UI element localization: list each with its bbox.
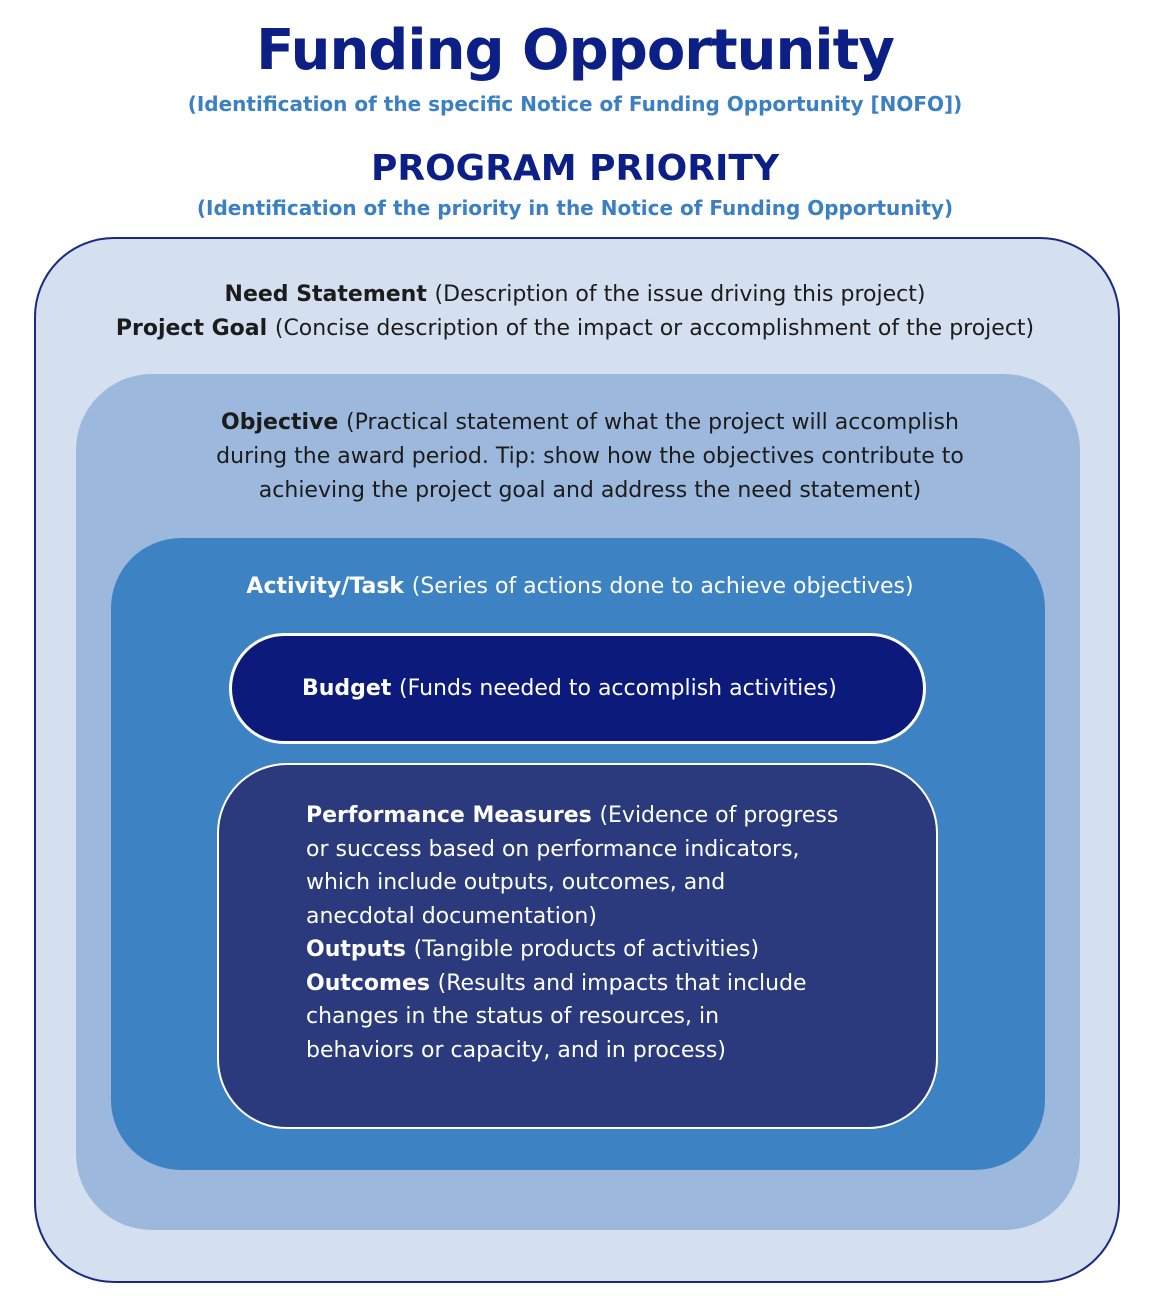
need-statement-label: Need Statement [224, 282, 427, 307]
budget-label: Budget [302, 676, 392, 701]
need-statement-line [0, 278, 1150, 312]
objective-text [150, 406, 1030, 508]
performance-measures-label: Performance Measures [306, 803, 592, 828]
activity-label: Activity/Task [246, 574, 405, 599]
activity-desc: (Series of actions done to achieve objectives) [411, 574, 914, 599]
outcomes-label: Outcomes [306, 970, 430, 996]
project-goal-desc: (Concise description of the impact or accomplishment of the project) [274, 316, 1035, 341]
budget-text [302, 672, 922, 706]
outputs-desc: (Tangible products of activities) [413, 937, 760, 962]
need-statement-desc: (Description of the issue driving this project) [434, 282, 926, 307]
budget-desc: (Funds needed to accomplish activities) [399, 676, 837, 701]
outcomes-desc-line-3: behaviors or capacity, and in process) [306, 1037, 726, 1063]
performance-desc-line-3: which include outputs, outcomes, and [306, 870, 726, 895]
program-priority-subtitle: (Identification of the priority in the Notice of Funding Opportunity) [196, 196, 954, 220]
performance-text [306, 799, 886, 1067]
outcomes-desc-line-1: (Results and impacts that include [437, 970, 807, 996]
need-goal-text [0, 278, 1150, 346]
performance-desc-line-4: anecdotal documentation) [306, 903, 597, 929]
objective-desc-line-1: (Practical statement of what the project will accomplish [346, 410, 959, 435]
objective-desc-line-2: during the award period. Tip: show how the objectives contribute to [216, 444, 964, 469]
project-goal-label: Project Goal [115, 316, 268, 341]
outcomes-desc-line-2: changes in the status of resources, in [306, 1004, 720, 1029]
performance-desc-line-2: or success based on performance indicators, [306, 836, 800, 862]
funding-opportunity-subtitle: (Identification of the specific Notice of Funding Opportunity [NOFO]) [187, 92, 963, 116]
project-goal-line [0, 312, 1150, 346]
program-priority-title: PROGRAM PRIORITY [370, 148, 780, 189]
activity-text [150, 570, 1010, 604]
objective-desc-line-3: achieving the project goal and address the need statement) [258, 478, 922, 503]
objective-label: Objective [221, 410, 339, 435]
outputs-label: Outputs [306, 937, 406, 962]
performance-desc-line-1: (Evidence of progress [599, 803, 839, 828]
funding-opportunity-title: Funding Opportunity [256, 18, 894, 83]
